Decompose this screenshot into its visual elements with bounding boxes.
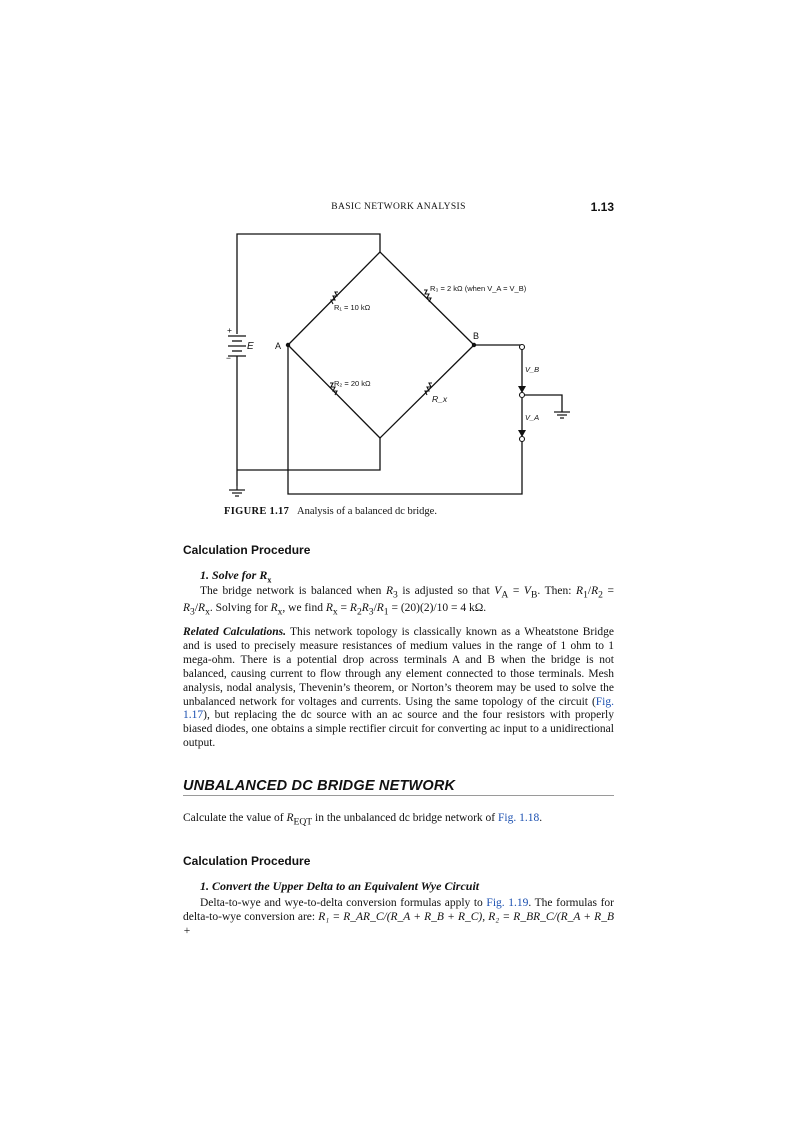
- fig-1-19-link[interactable]: Fig. 1.19: [486, 897, 529, 909]
- wire-node-a-return: [288, 345, 522, 494]
- wire-bottom-lead: [237, 438, 380, 470]
- terminal-b: [520, 345, 525, 350]
- label-node-a: A: [275, 341, 282, 351]
- figure-caption: [224, 506, 437, 517]
- label-source-e: E: [247, 341, 254, 352]
- calc-procedure-heading-1: Calculation Procedure: [183, 543, 311, 557]
- wire-ground-tap: [522, 395, 562, 412]
- related-calculations-paragraph: Related Calculations. This network topology is classically known as a Wheatstone Bridge and is used to precisely measure resistances of medium values in the range of 1 ohm to 1 mega-ohm. There is a potential drop across terminals A and B when the bridge is not balanced, causing current to flow through any element connected to those terminals. Mesh analysis, nodal analysis, Thevenin’s theorem, or Norton’s theorem may be used to solve the unbalanced network for voltages and currents. Using the same topology of the circuit (Fig. 1.17), but replacing the dc source with an ac source and the four resistors with properly biased diodes, one obtains a simple rectifier circuit for converting ac input to a unidirectional output.: [183, 626, 614, 750]
- step-1-heading: [200, 568, 271, 584]
- node-b-dot: [472, 343, 476, 347]
- fig-1-18-link[interactable]: Fig. 1.18: [497, 812, 540, 824]
- label-source-plus: +: [227, 325, 232, 335]
- figure-caption-text: Analysis of a balanced dc bridge.: [297, 506, 437, 517]
- running-title: BASIC NETWORK ANALYSIS: [331, 202, 466, 212]
- terminal-a: [520, 437, 525, 442]
- delta-wye-paragraph: Delta-to-wye and wye-to-delta conversion formulas apply to Fig. 1.19. The formulas for delta-to-wye conversion are: R₁ = R_AR_C/(R_A + R_B + R_C), R₂ = R_BR_C/(R_A + R_B +: [183, 897, 615, 937]
- figure-label: FIGURE 1.17: [224, 506, 290, 517]
- label-node-b: B: [473, 331, 480, 341]
- label-r3: R₃ = 2 kΩ (when V_A = V_B): [430, 284, 527, 293]
- label-source-minus: −: [226, 353, 231, 363]
- page-number: 1.13: [590, 200, 614, 214]
- balanced-paragraph: The bridge network is balanced when $R_3$ is adjusted so that $V_A = V_B$. Then: $R_1/R_2 = R_3/R_x$. Solving for $R_x$, we find $R_x = R_2R_3/R_1 = (20)(2)/10 = 4$ kΩ.: [183, 585, 614, 618]
- node-a-dot: [286, 343, 290, 347]
- delta-wye-formula: R₁ = R_AR_C/(R_A + R_B + R_C), R₂ = R_BR_C/(R_A + R_B +: [183, 910, 614, 937]
- calc-procedure-heading-2: Calculation Procedure: [183, 854, 311, 868]
- bridge-circuit-figure: [0, 0, 793, 520]
- label-vb: V_B: [525, 365, 540, 374]
- ground-symbol-left: [229, 486, 245, 496]
- ground-symbol-right: [554, 412, 570, 418]
- label-r1: R₁ = 10 kΩ: [334, 303, 371, 312]
- section-rule: [183, 795, 614, 796]
- rx-resistor: [425, 383, 432, 395]
- step-1-sub: x: [267, 575, 272, 585]
- label-r2: R₂ = 20 kΩ: [334, 379, 371, 388]
- section-title-unbalanced: UNBALANCED DC BRIDGE NETWORK: [183, 778, 456, 794]
- wire-top: [237, 234, 380, 252]
- step-1-title: 1. Solve for R: [200, 568, 268, 582]
- label-rx: R_x: [432, 394, 448, 404]
- step-1-delta-heading: 1. Convert the Upper Delta to an Equivalent Wye Circuit: [200, 879, 480, 893]
- fig-1-17-link[interactable]: Fig. 1.17: [183, 695, 614, 722]
- related-calculations-label: Related Calculations.: [183, 626, 286, 638]
- unbalanced-intro: Calculate the value of $R_{EQT}$ in the unbalanced dc bridge network of Fig. 1.18.: [183, 812, 543, 828]
- label-va: V_A: [525, 413, 540, 422]
- terminal-mid: [520, 393, 525, 398]
